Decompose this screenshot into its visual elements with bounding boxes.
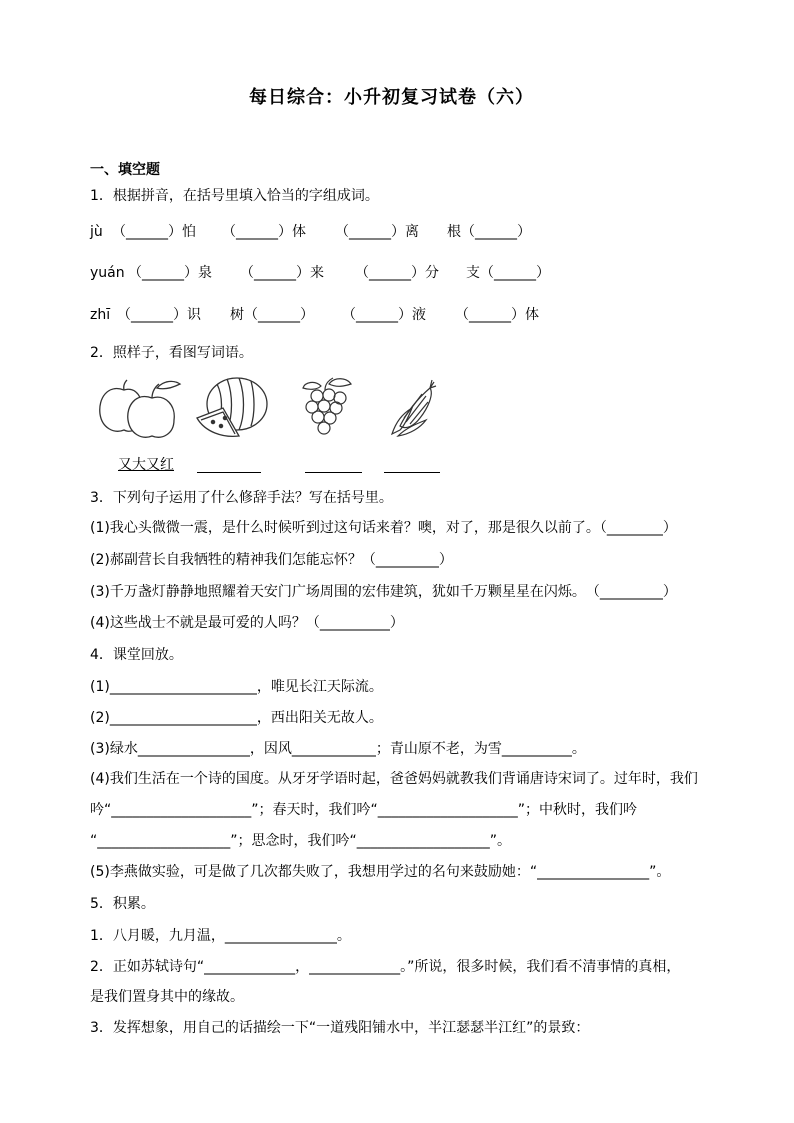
question-3-item: (2)郝副营长自我牺牲的精神我们怎能忘怀？（_________） bbox=[90, 552, 453, 568]
question-3-item: (3)千万盏灯静静地照耀着天安门广场周围的宏伟建筑，犹如千万颗星星在闪烁。 （_________） bbox=[90, 584, 677, 600]
question-4-line: (5)李燕做实验，可是做了几次都失败了，我想用学过的名句来鼓励她：“________________”。 bbox=[90, 864, 671, 880]
watermelon-icon bbox=[193, 374, 271, 442]
question-4-line: (3)绿水________________，因风____________；青山原不老，为雪__________。 bbox=[90, 741, 586, 757]
example-answer: 又大又红 bbox=[118, 457, 174, 473]
section-heading: 一、填空题 bbox=[90, 162, 160, 178]
fill-item: （______）分 bbox=[355, 265, 439, 281]
fill-item: （______）泉 bbox=[128, 265, 212, 281]
question-4-line: (4)我们生活在一个诗的国度。从牙牙学语时起，爸爸妈妈就教我们背诵唐诗宋词了。过年时，我们 bbox=[90, 771, 698, 787]
fill-item: （______）来 bbox=[240, 265, 324, 281]
fill-item: （______）怕 bbox=[112, 224, 196, 240]
fill-item: （______）离 bbox=[335, 224, 419, 240]
fill-item: （______）体 bbox=[455, 307, 539, 323]
grapes-icon bbox=[295, 374, 357, 442]
question-5-line: 3．发挥想象，用自己的话描绘一下“一道残阳铺水中，半江瑟瑟半江红”的景致： bbox=[90, 1020, 590, 1036]
question-4-line: (2)_____________________，西出阳关无故人。 bbox=[90, 710, 383, 726]
answer-line[interactable] bbox=[384, 472, 440, 473]
question-3-item: (4)这些战士不就是最可爱的人吗？（__________） bbox=[90, 615, 404, 631]
fill-item: （______）体 bbox=[222, 224, 306, 240]
page-title: 每日综合：小升初复习试卷（六） bbox=[249, 87, 534, 108]
question-4-stem: 4．课堂回放。 bbox=[90, 647, 183, 663]
fill-item: 支（______） bbox=[466, 265, 550, 281]
question-2-stem: 2．照样子，看图写词语。 bbox=[90, 345, 253, 361]
question-5-line: 2．正如苏轼诗句“_____________，_____________。”所说，很多时候，我们看不清事情的真相， bbox=[90, 959, 681, 975]
answer-line[interactable] bbox=[305, 472, 362, 473]
fill-item: （______）识 bbox=[117, 307, 201, 323]
question-4-line: 吟“____________________”；春天时，我们吟“____________________”；中秋时，我们吟 bbox=[90, 802, 638, 818]
question-3-item: (1)我心头微微一震，是什么时候听到过这句话来着？噢，对了，那是很久以前了。（________） bbox=[90, 520, 677, 536]
fill-item: 根（______） bbox=[447, 224, 531, 240]
pinyin-label: jù bbox=[90, 224, 103, 240]
corn-icon bbox=[386, 378, 442, 438]
fill-item: 树（______） bbox=[230, 307, 314, 323]
question-4-line: “___________________”；思念时，我们吟“___________________”。 bbox=[90, 833, 512, 849]
question-5-line: 1．八月暖，九月温，________________。 bbox=[90, 928, 351, 944]
pinyin-label: yuán bbox=[90, 265, 125, 281]
fill-item: （______）液 bbox=[342, 307, 426, 323]
question-3-stem: 3．下列句子运用了什么修辞手法？写在括号里。 bbox=[90, 490, 393, 506]
question-5-line: 是我们置身其中的缘故。 bbox=[90, 989, 244, 1005]
question-5-stem: 5．积累。 bbox=[90, 896, 155, 912]
apple-icon bbox=[96, 376, 188, 442]
answer-line[interactable] bbox=[197, 472, 261, 473]
question-4-line: (1)_____________________，唯见长江天际流。 bbox=[90, 679, 383, 695]
pinyin-label: zhī bbox=[90, 307, 111, 323]
question-1-stem: 1．根据拼音，在括号里填入恰当的字组成词。 bbox=[90, 188, 379, 204]
